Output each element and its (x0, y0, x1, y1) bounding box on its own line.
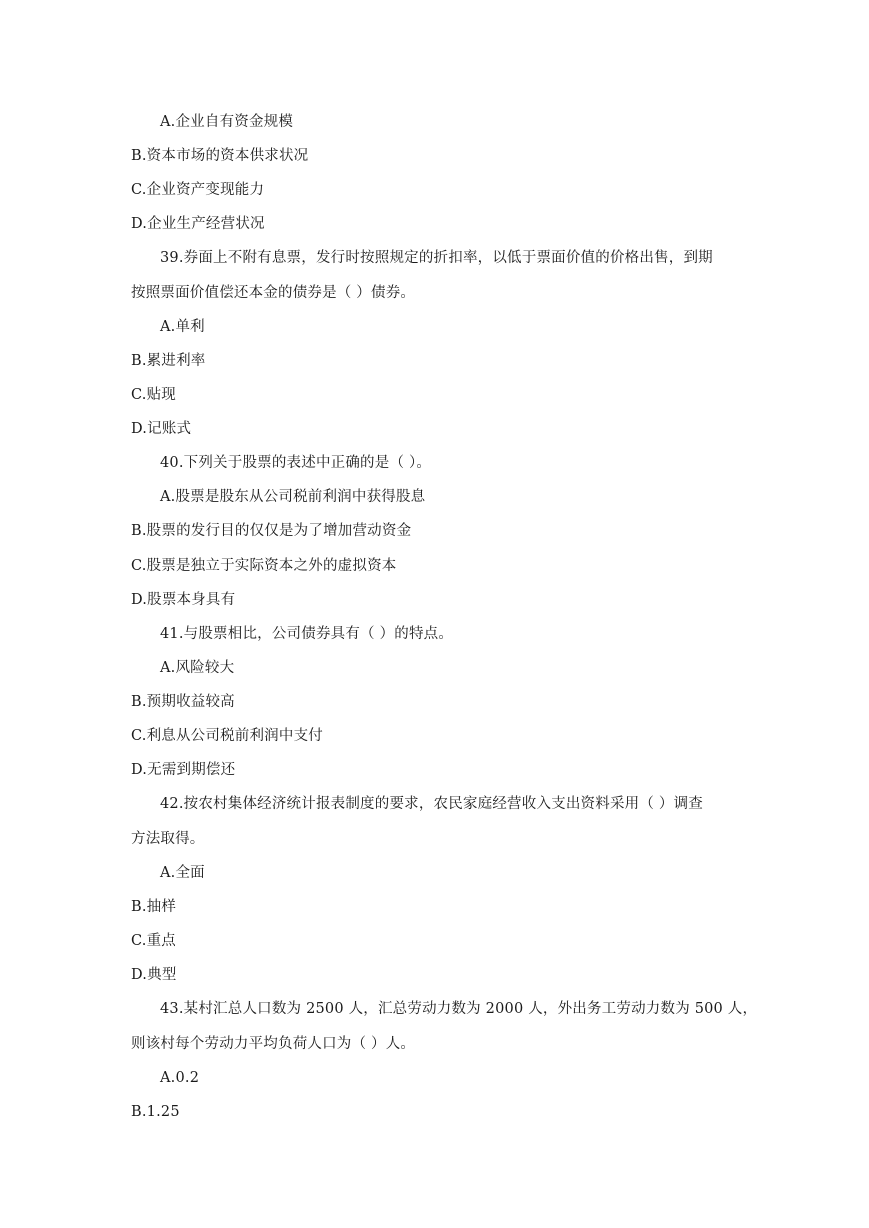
option-d: D.股票本身具有 (131, 592, 236, 608)
option-c: C.重点 (131, 933, 176, 949)
question-43: 43.某村汇总人口数为 2500 人，汇总劳动力数为 2000 人，外出务工劳动力数为 500 人， (160, 1001, 758, 1017)
question-42: 42.按农村集体经济统计报表制度的要求，农民家庭经营收入支出资料采用（ ）调查 (160, 796, 703, 812)
option-a: A.单利 (160, 319, 205, 335)
question-40: 40.下列关于股票的表述中正确的是（ ）。 (160, 455, 432, 471)
option-a: A.企业自有资金规模 (160, 114, 294, 130)
option-d: D.典型 (131, 967, 177, 983)
option-d: D.记账式 (131, 421, 192, 437)
option-c: C.股票是独立于实际资本之外的虚拟资本 (131, 558, 397, 574)
option-b: B.累进利率 (131, 353, 206, 369)
question-42-cont: 方法取得。 (131, 831, 205, 847)
question-39-cont: 按照票面价值偿还本金的债券是（ ）债券。 (131, 285, 416, 301)
option-d: D.企业生产经营状况 (131, 216, 265, 232)
option-a: A.0.2 (160, 1070, 200, 1086)
option-b: B.股票的发行目的仅仅是为了增加营动资金 (131, 523, 412, 539)
option-b: B.预期收益较高 (131, 694, 235, 710)
option-a: A.股票是股东从公司税前利润中获得股息 (160, 489, 426, 505)
option-b: B.抽样 (131, 899, 177, 915)
option-c: C.利息从公司税前利润中支付 (131, 728, 323, 744)
option-a: A.风险较大 (160, 660, 235, 676)
option-c: C.贴现 (131, 387, 176, 403)
option-a: A.全面 (160, 865, 205, 881)
question-43-cont: 则该村每个劳动力平均负荷人口为（ ）人。 (131, 1036, 416, 1052)
option-c: C.企业资产变现能力 (131, 182, 265, 198)
option-b: B.资本市场的资本供求状况 (131, 148, 309, 164)
question-39: 39.券面上不附有息票，发行时按照规定的折扣率，以低于票面价值的价格出售，到期 (160, 250, 713, 266)
question-41: 41.与股票相比，公司债券具有（ ）的特点。 (160, 626, 454, 642)
option-d: D.无需到期偿还 (131, 762, 236, 778)
option-b: B.1.25 (131, 1104, 180, 1120)
